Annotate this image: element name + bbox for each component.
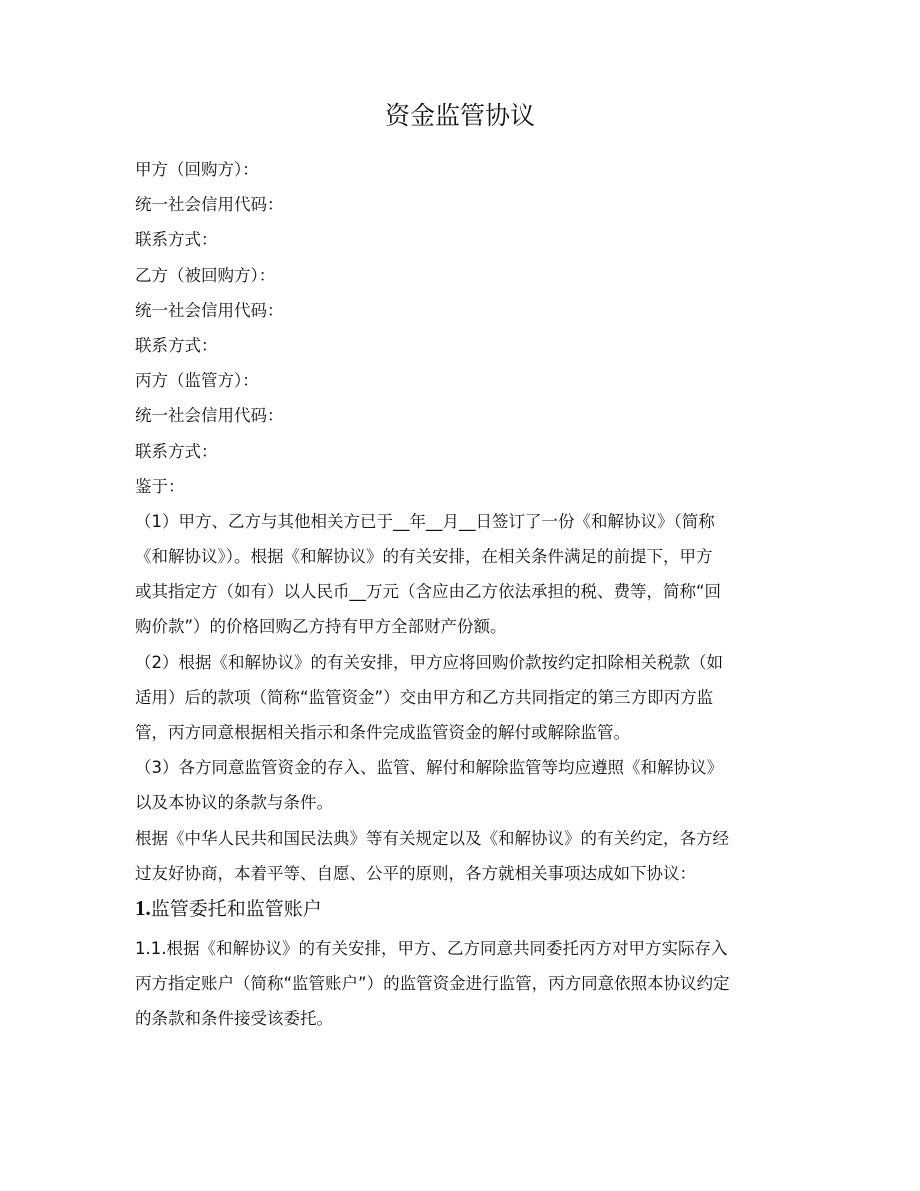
recital-line: 《和解协议》）。根据《和解协议》的有关安排，在相关条件满足的前提下，甲方 xyxy=(135,547,713,567)
party-c-contact: 联系方式： xyxy=(135,441,218,461)
party-c-label: 丙方（监管方）： xyxy=(135,371,259,391)
recital-line: 管，丙方同意根据相关指示和条件完成监管资金的解付或解除监管。 xyxy=(135,723,630,742)
clause-line: 1.1.根据《和解协议》的有关安排，甲方、乙方同意共同委托丙方对甲方实际存入 xyxy=(135,938,728,958)
recital-line: 根据《中华人民共和国民法典》等有关规定以及《和解协议》的有关约定，各方经 xyxy=(135,828,729,848)
recital-line: 以及本协议的条款与条件。 xyxy=(135,793,333,813)
document-body xyxy=(135,152,795,1037)
document-title: 资金监管协议 xyxy=(384,101,535,130)
recital-line: 适用）后的款项（简称“监管资金”）交由甲方和乙方共同指定的第三方即丙方监 xyxy=(135,687,714,707)
party-b-credit-code: 统一社会信用代码： xyxy=(135,300,284,320)
recital-line: 过友好协商，本着平等、自愿、公平的原则，各方就相关事项达成如下协议： xyxy=(135,863,696,883)
recital-line: （1）甲方、乙方与其他相关方已于__年__月__日签订了一份《和解协议》（简称 xyxy=(135,511,715,531)
recital-line: 或其指定方（如有）以人民币__万元（含应由乙方依法承担的税、费等，简称“回 xyxy=(135,582,722,602)
section-1-heading xyxy=(135,891,795,927)
recital-line: 购价款”）的价格回购乙方持有甲方全部财产份额。 xyxy=(135,617,507,637)
party-b-contact: 联系方式： xyxy=(135,335,218,355)
section-1-number: 1. xyxy=(135,895,151,920)
recital-line: （2）根据《和解协议》的有关安排，甲方应将回购价款按约定扣除相关税款（如 xyxy=(135,652,723,672)
recital-line: （3）各方同意监管资金的存入、监管、解付和解除监管等均应遵照《和解协议》 xyxy=(135,758,723,778)
party-b-label: 乙方（被回购方）： xyxy=(135,265,276,285)
party-a-credit-code: 统一社会信用代码： xyxy=(135,195,284,215)
party-a-contact: 联系方式： xyxy=(135,230,218,250)
section-1-title: 监管委托和监管账户 xyxy=(150,897,322,920)
party-c-credit-code: 统一社会信用代码： xyxy=(135,406,284,426)
whereas-label: 鉴于： xyxy=(135,476,185,496)
clause-line: 的条款和条件接受该委托。 xyxy=(135,1009,333,1029)
party-a-label: 甲方（回购方）： xyxy=(135,160,259,179)
clause-line: 丙方指定账户（简称“监管账户”）的监管资金进行监管，丙方同意依照本协议约定 xyxy=(135,974,730,994)
